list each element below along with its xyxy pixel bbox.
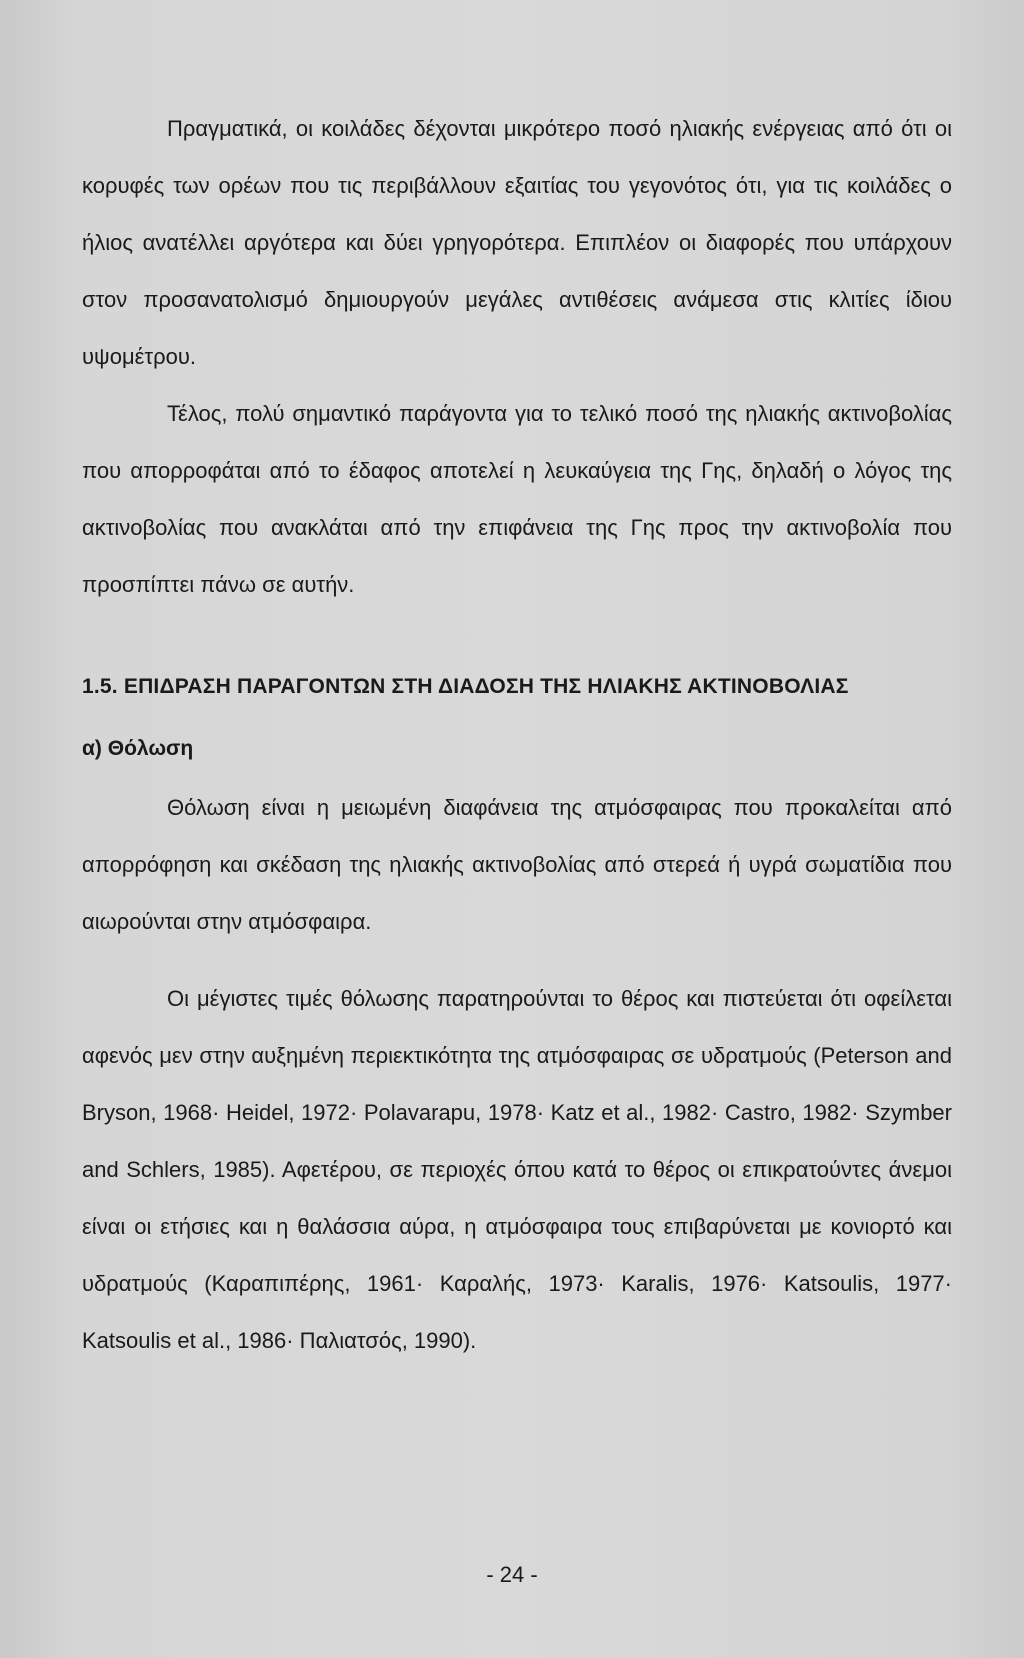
paragraph-valleys: Πραγματικά, οι κοιλάδες δέχονται μικρότερο ποσό ηλιακής ενέργειας από ότι οι κορυφές των ορέων που τις περιβάλλουν εξαιτίας του γεγονότος ότι, για τις κοιλάδες ο ήλιος ανατέλλει αργότερα και δύει γρηγορότερα. Επιπλέον οι διαφορές που υπάρχουν στον προσανατολισμό δημιουργούν μεγάλες αντιθέσεις ανάμεσα στις κλιτίες ίδιου υψομέτρου. bbox=[82, 116, 952, 369]
paragraph-turbidity-maximum: Οι μέγιστες τιμές θόλωσης παρατηρούνται το θέρος και πιστεύεται ότι οφείλεται αφενός μεν στην αυξημένη περιεκτικότητα της ατμόσφαιρας σε υδρατμούς (Peterson and Bryson, 1968· Heidel, 1972· Polavarapu, 1978· Katz et al., 1982· Castro, 1982· Szymber and Schlers, 1985). Αφετέρου, σε περιοχές όπου κατά το θέρος οι επικρατούντες άνεμοι είναι οι ετήσιες και η θαλάσσια αύρα, η ατμόσφαιρα τους επιβαρύνεται με κονιορτό και υδρατμούς (Καραπιπέρης, 1961· Καραλής, 1973· Karalis, 1976· Katsoulis, 1977· Katsoulis et al., 1986· Παλιατσός, 1990). bbox=[82, 986, 952, 1353]
paragraph-albedo: Τέλος, πολύ σημαντικό παράγοντα για το τελικό ποσό της ηλιακής ακτινοβολίας που απορροφάται από το έδαφος αποτελεί η λευκαύγεια της Γης, δηλαδή ο λόγος της ακτινοβολίας που ανακλάται από την επιφάνεια της Γης προς την ακτινοβολία που προσπίπτει πάνω σε αυτήν. bbox=[82, 401, 952, 597]
page-number: - 24 - bbox=[486, 1562, 538, 1587]
paragraph-turbidity-definition: Θόλωση είναι η μειωμένη διαφάνεια της ατμόσφαιρας που προκαλείται από απορρόφηση και σκέδαση της ηλιακής ακτινοβολίας από στερεά ή υγρά σωματίδια που αιωρούνται στην ατμόσφαιρα. bbox=[82, 795, 952, 934]
page-content bbox=[82, 100, 952, 1369]
subsection-heading: α) Θόλωση bbox=[82, 737, 194, 760]
section-heading: 1.5. ΕΠΙΔΡΑΣΗ ΠΑΡΑΓΟΝΤΩΝ ΣΤΗ ΔΙΑΔΟΣΗ ΤΗΣ ΗΛΙΑΚΗΣ ΑΚΤΙΝΟΒΟΛΙΑΣ bbox=[82, 675, 849, 698]
